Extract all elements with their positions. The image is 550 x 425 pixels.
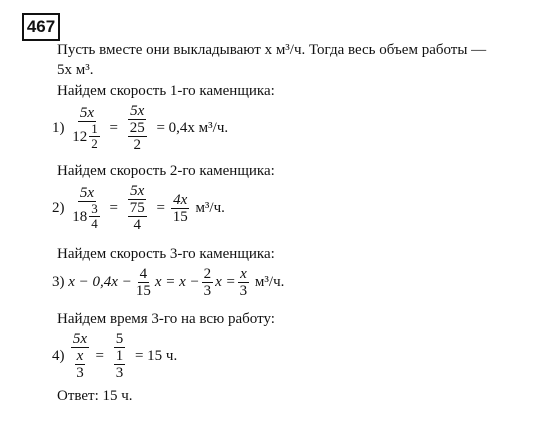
eq1-result: = 0,4x м³/ч. (156, 119, 229, 136)
eq3-unit: м³/ч. (254, 274, 285, 290)
equation-2-label: 2) (52, 199, 65, 216)
intro-line-2: 5x м³. (57, 62, 94, 78)
heading-mason-1: Найдем скорость 1-го каменщика: (57, 83, 275, 99)
eq2-mid-fraction: $\frac{5x}{\frac{75}{4}}$ (129, 183, 145, 233)
eq2-lhs-fraction: 5x 18 $\frac{3}{4}$ (72, 185, 98, 231)
eq3-fraction-3: $\frac{x}{3}$ (239, 266, 248, 299)
eq3-part-2: x = x − (154, 274, 200, 290)
eq1-mid-fraction: $\frac{5x}{\frac{25}{2}}$ (129, 103, 145, 153)
eq3-part-3: x = (215, 274, 236, 290)
equation-3-label: 3) (52, 274, 65, 290)
eq4-fraction-2: $\frac{5}{\frac{1}{3}}$ (115, 331, 124, 381)
eq3-fraction-1: $\frac{4}{15}$ (135, 266, 151, 299)
equation-2: 2) 5x 18 $\frac{3}{4}$ = $\frac{5x}{\frac{75}{4}}$ = $\frac{4x}{15}$ м³/ч. (52, 183, 225, 233)
equation-4: 4) $\frac{5x}{\frac{x}{3}}$ = $\frac{5}{\frac{1}{3}}$ = 15 ч. (52, 331, 178, 381)
eq3-fraction-2: $\frac{2}{3}$ (203, 266, 212, 299)
intro-line-1: Пусть вместе они выкладывают x м³/ч. Тогда весь объем работы — (57, 42, 487, 58)
heading-time-3: Найдем время 3-го на всю работу: (57, 311, 275, 327)
eq2-rhs-fraction: $\frac{4x}{15}$ (172, 191, 188, 225)
equation-3 (52, 266, 284, 299)
equation-4-label: 4) (52, 347, 65, 364)
eq4-result: = 15 ч. (134, 347, 178, 364)
equation-1-label: 1) (52, 119, 65, 136)
eq2-unit: м³/ч. (195, 199, 225, 216)
eq4-fraction-1: $\frac{5x}{\frac{x}{3}}$ (72, 331, 88, 381)
eq3-part-1: x − 0,4x − (68, 274, 132, 290)
equation-1: 1) 5x 12 $\frac{1}{2}$ = $\frac{5x}{\frac{25}{2}}$ = 0,4x м³/ч. (52, 103, 229, 153)
eq1-lhs-fraction: 5x 12 $\frac{1}{2}$ (72, 105, 98, 151)
heading-mason-2: Найдем скорость 2-го каменщика: (57, 163, 275, 179)
problem-number: 467 (22, 13, 60, 41)
heading-mason-3: Найдем скорость 3-го каменщика: (57, 246, 275, 262)
answer: Ответ: 15 ч. (57, 388, 133, 404)
